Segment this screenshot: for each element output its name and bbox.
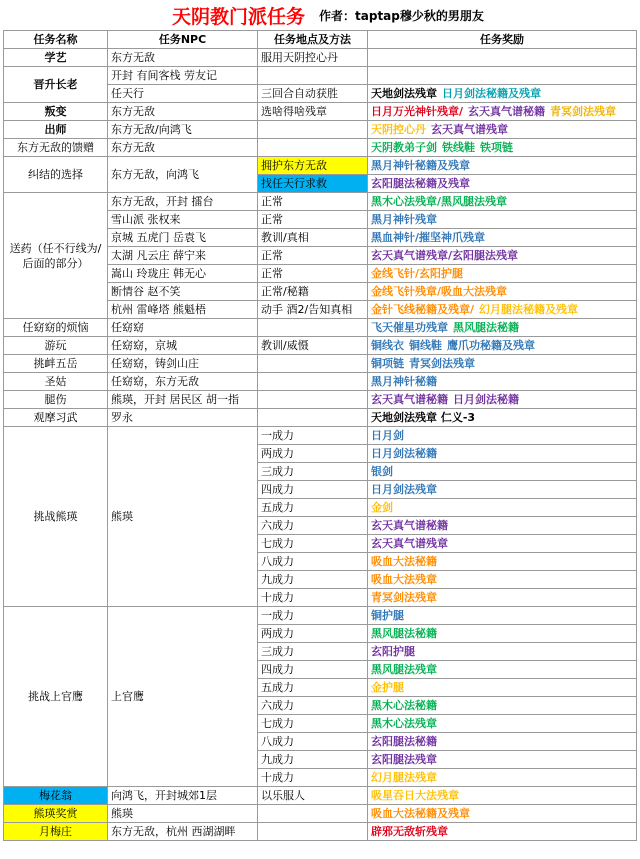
task-name-cell: 观摩习武 — [4, 409, 108, 427]
header-task-reward: 任务奖励 — [368, 31, 637, 49]
task-location-cell: 七成力 — [258, 715, 368, 733]
task-name-cell: 叛变 — [4, 103, 108, 121]
task-npc-cell: 上官鹰 — [108, 607, 258, 787]
task-npc-cell: 任窈窈，京城 — [108, 337, 258, 355]
reward-item: 玄天真气谱残章 — [371, 536, 448, 550]
reward-item: 黑木心法秘籍 — [371, 698, 437, 712]
task-reward-cell — [368, 751, 637, 769]
task-npc-cell: 熊瑛，开封 居民区 胡一指 — [108, 391, 258, 409]
reward-item: 天阴教弟子剑 — [371, 140, 437, 154]
reward-item: 黑木心法残章 — [371, 716, 437, 730]
task-location-cell: 拥护东方无敌 — [258, 157, 368, 175]
reward-item: 玄阳腿法秘籍及残章 — [371, 176, 470, 190]
task-reward-cell — [368, 571, 637, 589]
table-body — [4, 49, 637, 841]
task-npc-cell: 断情谷 赵不笑 — [108, 283, 258, 301]
task-location-cell — [258, 121, 368, 139]
reward-item: 飞天催星功残章 — [371, 320, 448, 334]
task-reward-cell — [368, 139, 637, 157]
task-reward-cell — [368, 805, 637, 823]
table-row — [4, 427, 637, 445]
task-reward-cell — [368, 391, 637, 409]
reward-item: 日月剑法秘籍 — [453, 392, 519, 406]
task-npc-cell: 太湖 凡云庄 薛宁来 — [108, 247, 258, 265]
reward-item: 铁项链 — [480, 140, 513, 154]
task-npc-cell: 杭州 雷峰塔 熊魁梧 — [108, 301, 258, 319]
reward-item: 玄天真气谱残章 — [431, 122, 508, 136]
task-npc-cell: 东方无敌 — [108, 139, 258, 157]
header-task-location: 任务地点及方法 — [258, 31, 368, 49]
reward-item: 辟邪无敌斩残章 — [371, 824, 448, 838]
task-reward-cell — [368, 517, 637, 535]
reward-item: 日月剑法秘籍及残章 — [442, 86, 541, 100]
reward-item: 黑血神针/摧坚神爪残章 — [371, 230, 486, 244]
task-name-cell: 月梅庄 — [4, 823, 108, 841]
table-header-row — [4, 31, 637, 49]
task-location-cell: 服用天阴控心丹 — [258, 49, 368, 67]
task-reward-cell — [368, 175, 637, 193]
task-name-cell: 任窈窈的烦恼 — [4, 319, 108, 337]
reward-item: 铜线鞋 — [409, 338, 442, 352]
task-reward-cell — [368, 409, 637, 427]
task-reward-cell — [368, 481, 637, 499]
reward-item: 铜护腿 — [371, 608, 404, 622]
reward-item: 黑月神针秘籍 — [371, 374, 437, 388]
reward-item: 玄天真气谱秘籍 — [371, 518, 448, 532]
task-npc-cell: 雪山派 张权来 — [108, 211, 258, 229]
task-location-cell — [258, 67, 368, 85]
task-name-cell: 出师 — [4, 121, 108, 139]
reward-item: 黑风腿法秘籍 — [371, 626, 437, 640]
task-reward-cell — [368, 247, 637, 265]
task-location-cell: 六成力 — [258, 697, 368, 715]
table-row — [4, 391, 637, 409]
task-name-cell: 熊瑛奖赏 — [4, 805, 108, 823]
task-npc-cell: 嵩山 玲珑庄 韩无心 — [108, 265, 258, 283]
reward-item: 金线飞针残章/吸血大法残章 — [371, 284, 508, 298]
task-reward-cell — [368, 769, 637, 787]
reward-item: 玄天真气谱秘籍 — [371, 392, 448, 406]
task-location-cell: 正常 — [258, 211, 368, 229]
task-location-cell — [258, 823, 368, 841]
task-npc-cell: 向鸿飞，开封城郊1层 — [108, 787, 258, 805]
task-npc-cell: 东方无敌，开封 擂台 — [108, 193, 258, 211]
task-location-cell — [258, 355, 368, 373]
task-location-cell: 一成力 — [258, 607, 368, 625]
task-reward-cell — [368, 373, 637, 391]
reward-item: 玄天真气谱残章/玄阳腿法残章 — [371, 248, 519, 262]
task-location-cell — [258, 409, 368, 427]
task-location-cell: 三成力 — [258, 643, 368, 661]
reward-item: 玄天真气谱秘籍 — [468, 104, 546, 118]
task-reward-cell — [368, 499, 637, 517]
header-task-npc: 任务NPC — [108, 31, 258, 49]
task-reward-cell — [368, 103, 637, 121]
reward-item: 青冥剑法残章 — [550, 104, 617, 118]
reward-item: 天阴控心丹 — [371, 122, 426, 136]
task-reward-cell — [368, 157, 637, 175]
reward-item: 吸星吞日大法残章 — [371, 788, 459, 802]
table-row — [4, 607, 637, 625]
task-npc-cell: 东方无敌 — [108, 103, 258, 121]
task-name-cell: 挑衅五岳 — [4, 355, 108, 373]
task-location-cell: 教训/威慑 — [258, 337, 368, 355]
task-reward-cell — [368, 787, 637, 805]
task-npc-cell: 东方无敌，向鸿飞 — [108, 157, 258, 193]
author-credit: 作者：taptap穆少秋的男朋友 — [319, 8, 484, 23]
task-location-cell: 四成力 — [258, 481, 368, 499]
task-name-cell: 挑战上官鹰 — [4, 607, 108, 787]
task-reward-cell — [368, 67, 637, 85]
task-location-cell: 四成力 — [258, 661, 368, 679]
task-name-cell: 游玩 — [4, 337, 108, 355]
reward-item: 铁线鞋 — [442, 140, 475, 154]
task-reward-cell — [368, 625, 637, 643]
task-reward-cell — [368, 553, 637, 571]
task-npc-cell: 东方无敌 — [108, 49, 258, 67]
task-reward-cell — [368, 463, 637, 481]
task-name-cell: 梅花翁 — [4, 787, 108, 805]
task-location-cell: 选啥得啥残章 — [258, 103, 368, 121]
table-row — [4, 49, 637, 67]
header-task-name: 任务名称 — [4, 31, 108, 49]
reward-item: 幻月腿法残章 — [371, 770, 437, 784]
task-location-cell: 三回合自动获胜 — [258, 85, 368, 103]
reward-item: 天地剑法残章 — [371, 86, 437, 100]
task-reward-cell — [368, 733, 637, 751]
table-row — [4, 139, 637, 157]
reward-item: 铜线衣 — [371, 338, 404, 352]
task-location-cell — [258, 319, 368, 337]
task-name-cell: 挑战熊瑛 — [4, 427, 108, 607]
table-row — [4, 319, 637, 337]
task-reward-cell — [368, 589, 637, 607]
reward-item: 青冥剑法残章 — [409, 356, 475, 370]
task-location-cell — [258, 391, 368, 409]
reward-item: 金针飞线秘籍及残章/ — [371, 302, 475, 316]
task-location-cell: 正常 — [258, 265, 368, 283]
task-reward-cell — [368, 823, 637, 841]
task-location-cell: 十成力 — [258, 769, 368, 787]
table-row — [4, 193, 637, 211]
reward-item: 吸血大法残章 — [371, 572, 437, 586]
reward-item: 日月剑法秘籍 — [371, 446, 437, 460]
table-row — [4, 121, 637, 139]
task-location-cell: 三成力 — [258, 463, 368, 481]
reward-item: 天地剑法残章 仁义-3 — [371, 410, 476, 424]
task-location-cell: 六成力 — [258, 517, 368, 535]
task-reward-cell — [368, 679, 637, 697]
reward-item: 吸血大法秘籍 — [371, 554, 437, 568]
task-location-cell: 教训/真相 — [258, 229, 368, 247]
reward-item: 金线飞针/玄阳护腿 — [371, 266, 464, 280]
task-reward-cell — [368, 211, 637, 229]
task-reward-cell — [368, 229, 637, 247]
reward-item: 黑月神针残章 — [371, 212, 437, 226]
reward-item: 黑风腿法秘籍 — [453, 320, 519, 334]
task-location-cell: 五成力 — [258, 679, 368, 697]
task-npc-cell: 熊瑛 — [108, 427, 258, 607]
page-title: 天阴教门派任务 — [172, 5, 306, 28]
reward-item: 幻月腿法秘籍及残章 — [479, 302, 579, 316]
task-name-cell: 圣姑 — [4, 373, 108, 391]
task-reward-cell — [368, 49, 637, 67]
task-location-cell: 九成力 — [258, 751, 368, 769]
task-location-cell: 九成力 — [258, 571, 368, 589]
task-reward-cell — [368, 283, 637, 301]
reward-item: 玄阳腿法秘籍 — [371, 734, 437, 748]
task-location-cell: 正常 — [258, 193, 368, 211]
task-location-cell — [258, 805, 368, 823]
reward-item: 黑木心法残章/黑风腿法残章 — [371, 194, 508, 208]
table-row — [4, 373, 637, 391]
task-name-cell: 晋升长老 — [4, 67, 108, 103]
task-location-cell: 一成力 — [258, 427, 368, 445]
task-name-cell: 纠结的选择 — [4, 157, 108, 193]
task-npc-cell: 任窈窈 — [108, 319, 258, 337]
reward-item: 金护腿 — [371, 680, 404, 694]
table-row — [4, 787, 637, 805]
task-reward-cell — [368, 319, 637, 337]
task-name-cell: 东方无敌的馈赠 — [4, 139, 108, 157]
reward-item: 日月万光神针残章/ — [371, 104, 464, 118]
task-reward-cell — [368, 301, 637, 319]
task-location-cell: 五成力 — [258, 499, 368, 517]
task-reward-cell — [368, 355, 637, 373]
task-location-cell — [258, 373, 368, 391]
task-reward-cell — [368, 715, 637, 733]
table-row — [4, 355, 637, 373]
table-row — [4, 337, 637, 355]
reward-item: 黑月神针秘籍及残章 — [371, 158, 470, 172]
task-name-cell: 腿伤 — [4, 391, 108, 409]
table-row — [4, 805, 637, 823]
reward-item: 玄阳腿法残章 — [371, 752, 437, 766]
table-row — [4, 409, 637, 427]
reward-item: 日月剑 — [371, 428, 404, 442]
title-bar — [0, 0, 640, 30]
task-npc-cell: 任窈窈，铸剑山庄 — [108, 355, 258, 373]
task-location-cell: 以乐服人 — [258, 787, 368, 805]
task-location-cell: 正常 — [258, 247, 368, 265]
task-reward-cell — [368, 427, 637, 445]
reward-item: 日月剑法残章 — [371, 482, 437, 496]
task-name-cell: 送药（任不行线为/后面的部分） — [4, 193, 108, 319]
reward-item: 吸血大法秘籍及残章 — [371, 806, 470, 820]
task-reward-cell — [368, 643, 637, 661]
reward-item: 青冥剑法残章 — [371, 590, 437, 604]
task-location-cell: 八成力 — [258, 553, 368, 571]
reward-item: 玄阳护腿 — [371, 644, 415, 658]
task-location-cell: 八成力 — [258, 733, 368, 751]
task-npc-cell: 东方无敌/向鸿飞 — [108, 121, 258, 139]
task-reward-cell — [368, 337, 637, 355]
task-location-cell — [258, 139, 368, 157]
task-location-cell: 七成力 — [258, 535, 368, 553]
task-location-cell: 正常/秘籍 — [258, 283, 368, 301]
task-npc-cell: 任窈窈，东方无敌 — [108, 373, 258, 391]
reward-item: 黑风腿法残章 — [371, 662, 437, 676]
task-npc-cell: 罗永 — [108, 409, 258, 427]
task-reward-cell — [368, 121, 637, 139]
task-location-cell: 两成力 — [258, 625, 368, 643]
task-location-cell: 动手 酒2/告知真相 — [258, 301, 368, 319]
reward-item: 铜项链 — [371, 356, 404, 370]
task-location-cell: 找任天行求救 — [258, 175, 368, 193]
task-location-cell: 十成力 — [258, 589, 368, 607]
task-npc-cell: 熊瑛 — [108, 805, 258, 823]
table-row — [4, 67, 637, 85]
task-location-cell: 两成力 — [258, 445, 368, 463]
table-row — [4, 823, 637, 841]
task-reward-cell — [368, 697, 637, 715]
table-row — [4, 157, 637, 175]
reward-item: 鹰爪功秘籍及残章 — [447, 338, 535, 352]
task-table — [3, 30, 637, 841]
task-npc-cell: 任天行 — [108, 85, 258, 103]
task-reward-cell — [368, 661, 637, 679]
task-npc-cell: 开封 有间客栈 劳友记 — [108, 67, 258, 85]
task-npc-cell: 东方无敌，杭州 西湖湖畔 — [108, 823, 258, 841]
table-row — [4, 103, 637, 121]
task-reward-cell — [368, 193, 637, 211]
task-reward-cell — [368, 85, 637, 103]
task-reward-cell — [368, 535, 637, 553]
task-reward-cell — [368, 445, 637, 463]
task-reward-cell — [368, 607, 637, 625]
reward-item: 金剑 — [371, 500, 393, 514]
reward-item: 银剑 — [371, 464, 393, 478]
task-reward-cell — [368, 265, 637, 283]
task-npc-cell: 京城 五虎门 岳袁飞 — [108, 229, 258, 247]
task-name-cell: 学艺 — [4, 49, 108, 67]
